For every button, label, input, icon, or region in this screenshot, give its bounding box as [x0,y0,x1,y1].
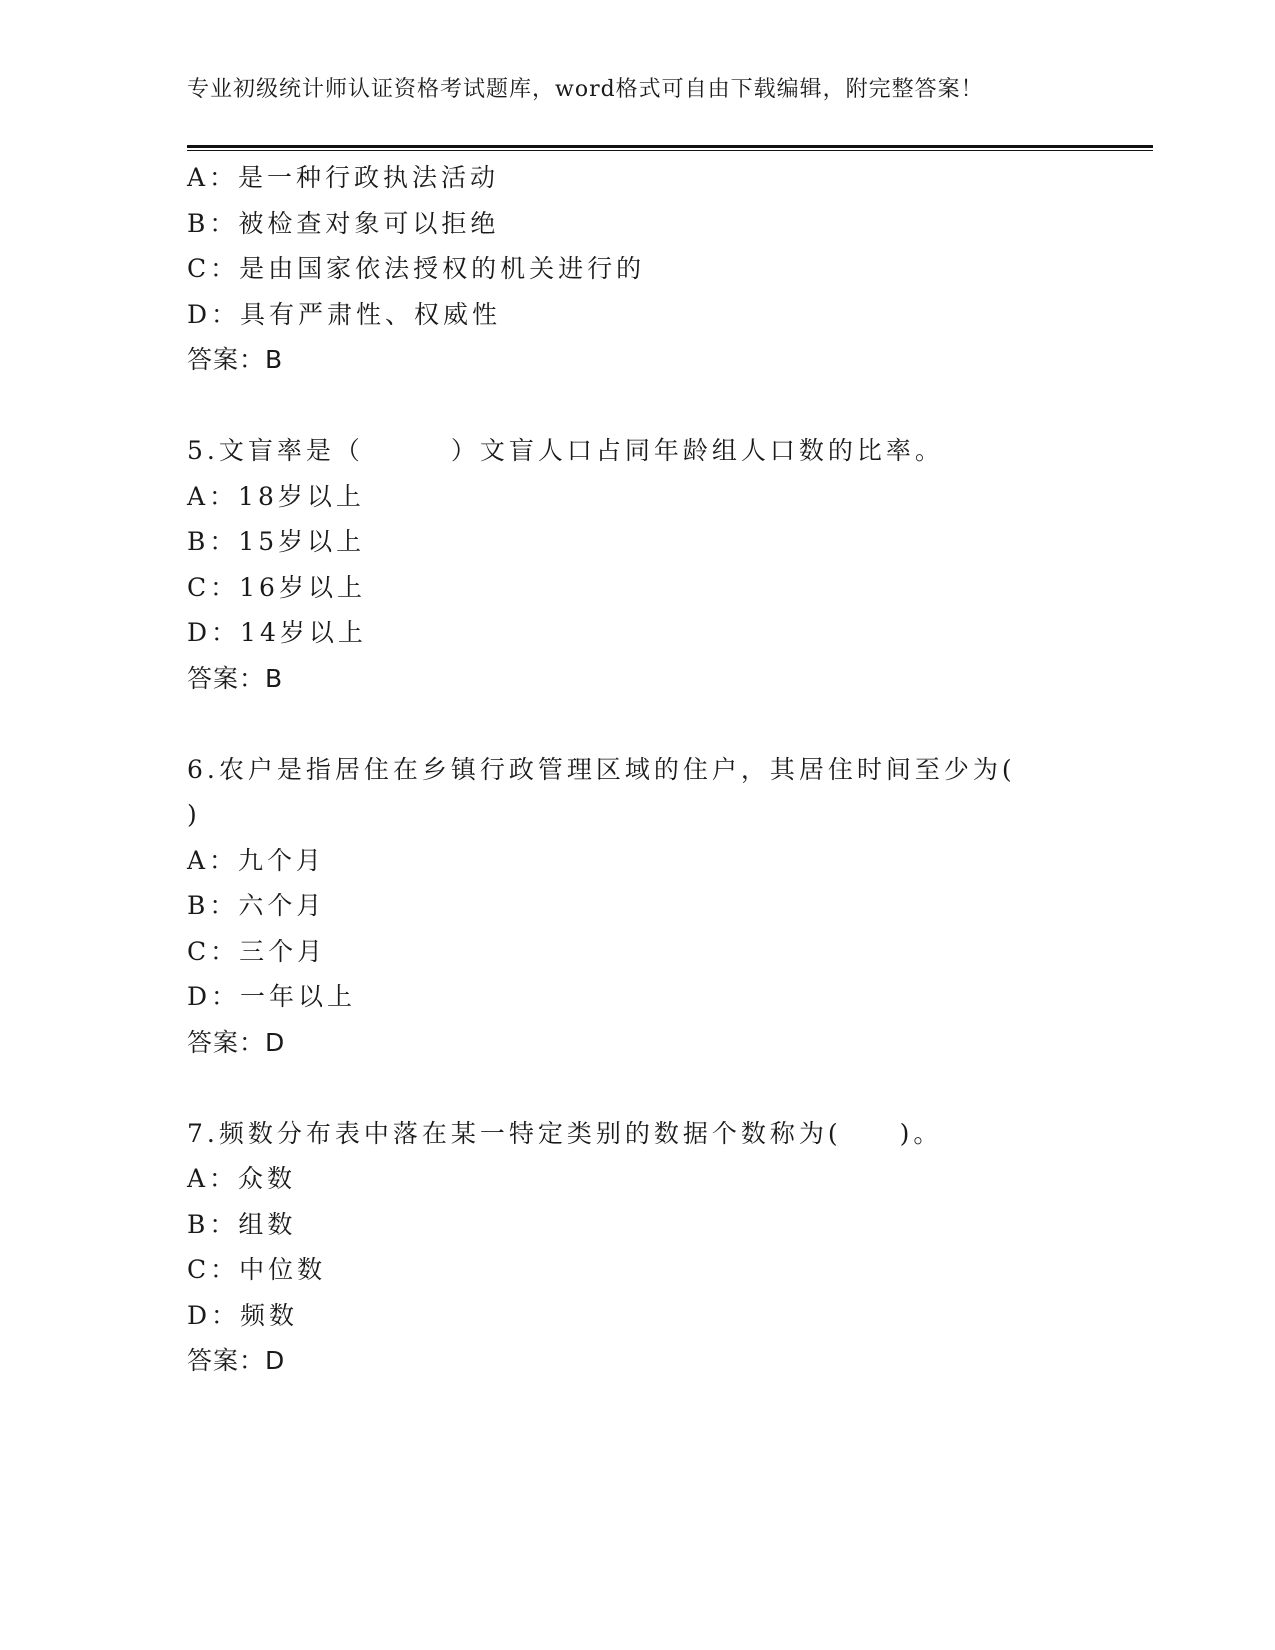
option-b: B：组数 [187,1209,297,1239]
option-d: D：14岁以上 [187,618,367,647]
header-rule-thick [187,145,1153,148]
answer-line: 答案：B [187,345,284,374]
header-rule-thin [187,150,1153,151]
question-block-7 [187,1111,1153,1384]
question-stem: 7.频数分布表中落在某一特定类别的数据个数称为( )。 [187,1118,943,1148]
option-d: D：频数 [187,1300,299,1330]
option-b: B：六个月 [187,891,326,920]
option-a: A：18岁以上 [187,481,365,511]
option-c: C：中位数 [187,1255,327,1284]
question-stem: 6.农户是指居住在乡镇行政管理区域的住户，其居住时间至少为( [187,754,1016,784]
option-c: C：三个月 [187,936,327,966]
answer-line: 答案：D [187,1346,286,1375]
answer-line: 答案：D [187,1027,286,1057]
option-a: A：是一种行政执法活动 [187,163,500,192]
option-a: A：众数 [187,1164,297,1193]
question-block-5 [187,428,1153,701]
option-b: B：被检查对象可以拒绝 [187,208,500,238]
question-list [187,155,1153,1384]
question-block-6 [187,747,1153,1066]
option-c: C：是由国家依法授权的机关进行的 [187,254,646,283]
spacer [187,1065,1153,1111]
option-c: C：16岁以上 [187,572,366,602]
question-stem: 5.文盲率是（ ）文盲人口占同年龄组人口数的比率。 [187,436,944,465]
option-d: D：一年以上 [187,982,357,1011]
option-a: A：九个月 [187,845,326,875]
option-b: B：15岁以上 [187,527,366,556]
question-stem-continued: ) [187,800,201,829]
spacer [187,383,1153,429]
answer-line: 答案：B [187,663,284,693]
question-block-4 [187,155,1153,383]
option-d: D：具有严肃性、权威性 [187,299,502,329]
page-header: 专业初级统计师认证资格考试题库，word格式可自由下载编辑，附完整答案！ [187,77,984,102]
spacer [187,701,1153,747]
